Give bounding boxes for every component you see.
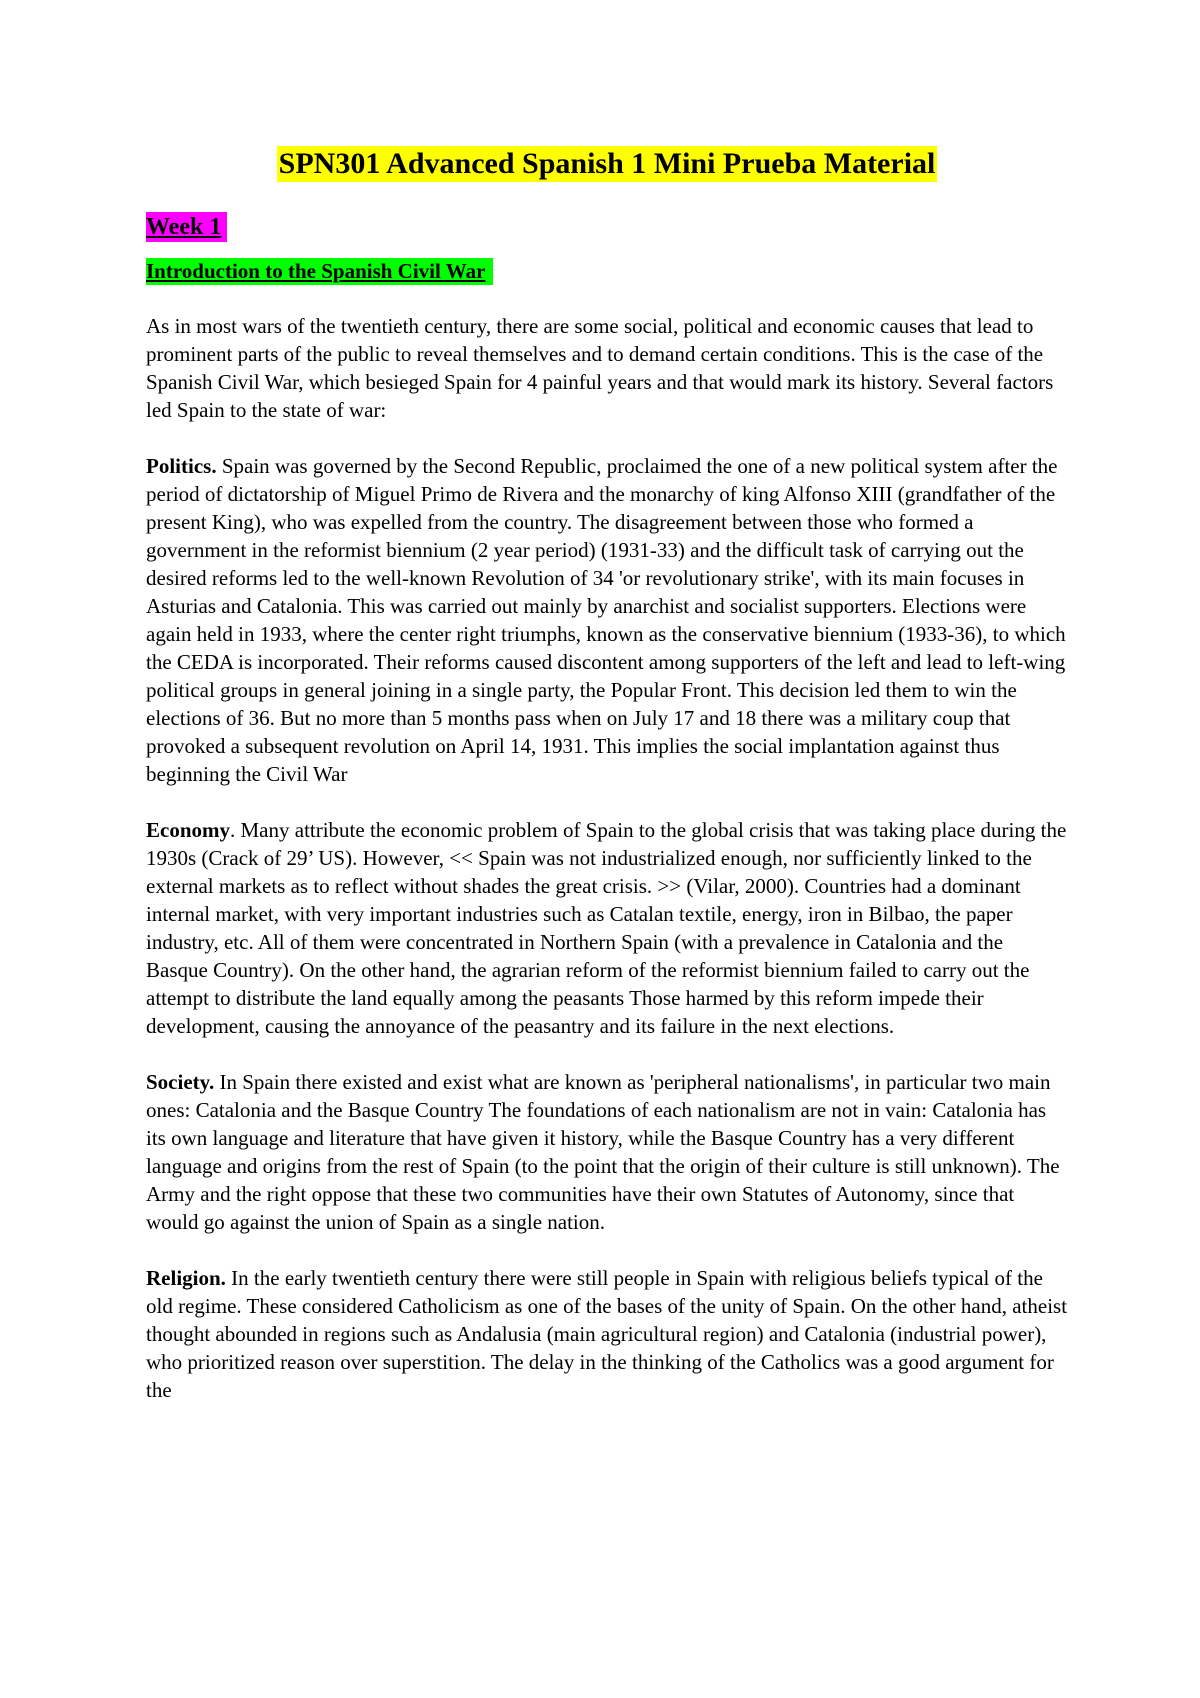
document-content: [146, 146, 1068, 1432]
intro-paragraph: As in most wars of the twentieth century, there are some social, political and economic causes that lead to prominent parts of the public to reveal themselves and to demand certain conditions. This is the case of the Spanish Civil War, which besieged Spain for 4 painful years and that would mark its history. Several factors led Spain to the state of war:: [146, 314, 1054, 422]
politics-lead: Politics.: [146, 454, 217, 478]
society-paragraph: [146, 1068, 1068, 1236]
section-heading: Introduction to the Spanish Civil War: [146, 258, 493, 285]
religion-paragraph: [146, 1264, 1068, 1404]
religion-text: In the early twentieth century there were still people in Spain with religious beliefs typical of the old regime. These considered Catholicism as one of the bases of the unity of Spain. On the other hand, atheist thought abounded in regions such as Andalusia (main agricultural region) and Catalonia (industrial power), who prioritized reason over superstition. The delay in the thinking of the Catholics was a good argument for the: [146, 1266, 1068, 1402]
politics-paragraph: [146, 452, 1068, 788]
society-lead: Society.: [146, 1070, 215, 1094]
economy-lead: Economy: [146, 818, 230, 842]
week-heading: Week 1: [146, 212, 227, 242]
religion-lead: Religion.: [146, 1266, 226, 1290]
title-container: [146, 146, 1068, 190]
document-title: SPN301 Advanced Spanish 1 Mini Prueba Material: [278, 147, 936, 180]
society-text: In Spain there existed and exist what are known as 'peripheral nationalisms', in particular two main ones: Catalonia and the Basque Country The foundations of each nationalism are not in vain: Catalonia has its own language and literature that have given it history, while the Basque Country has a very different language and origins from the rest of Spain (to the point that the origin of their culture is still unknown). The Army and the right oppose that these two communities have their own Statutes of Autonomy, since that would go against the union of Spain as a single nation.: [146, 1070, 1060, 1234]
economy-paragraph: [146, 816, 1068, 1040]
economy-text: . Many attribute the economic problem of Spain to the global crisis that was taking place during the 1930s (Crack of 29’ US). However, << Spain was not industrialized enough, nor sufficiently linked to the external markets as to reflect without shades the great crisis. >> (Vilar, 2000). Countries had a dominant internal market, with very important industries such as Catalan textile, energy, iron in Bilbao, the paper industry, etc. All of them were concentrated in Northern Spain (with a prevalence in Catalonia and the Basque Country). On the other hand, the agrarian reform of the reformist biennium failed to carry out the attempt to distribute the land equally among the peasants Those harmed by this reform impede their development, causing the annoyance of the peasantry and its failure in the next elections.: [146, 818, 1067, 1038]
week-heading-container: [146, 212, 1068, 258]
politics-text: Spain was governed by the Second Republic, proclaimed the one of a new political system after the period of dictatorship of Miguel Primo de Rivera and the monarchy of king Alfonso XIII (grandfather of the present King), who was expelled from the country. The disagreement between those who formed a government in the reformist biennium (2 year period) (1931-33) and the difficult task of carrying out the desired reforms led to the well-known Revolution of 34 'or revolutionary strike', with its main focuses in Asturias and Catalonia. This was carried out mainly by anarchist and socialist supporters. Elections were again held in 1933, where the center right triumphs, known as the conservative biennium (1933-36), to which the CEDA is incorporated. Their reforms caused discontent among supporters of the left and lead to left-wing political groups in general joining in a single party, the Popular Front. This decision led them to win the elections of 36. But no more than 5 months pass when on July 17 and 18 there was a military coup that provoked a subsequent revolution on April 14, 1931. This implies the social implantation against thus beginning the Civil War: [146, 454, 1066, 786]
section-heading-container: [146, 258, 1068, 312]
